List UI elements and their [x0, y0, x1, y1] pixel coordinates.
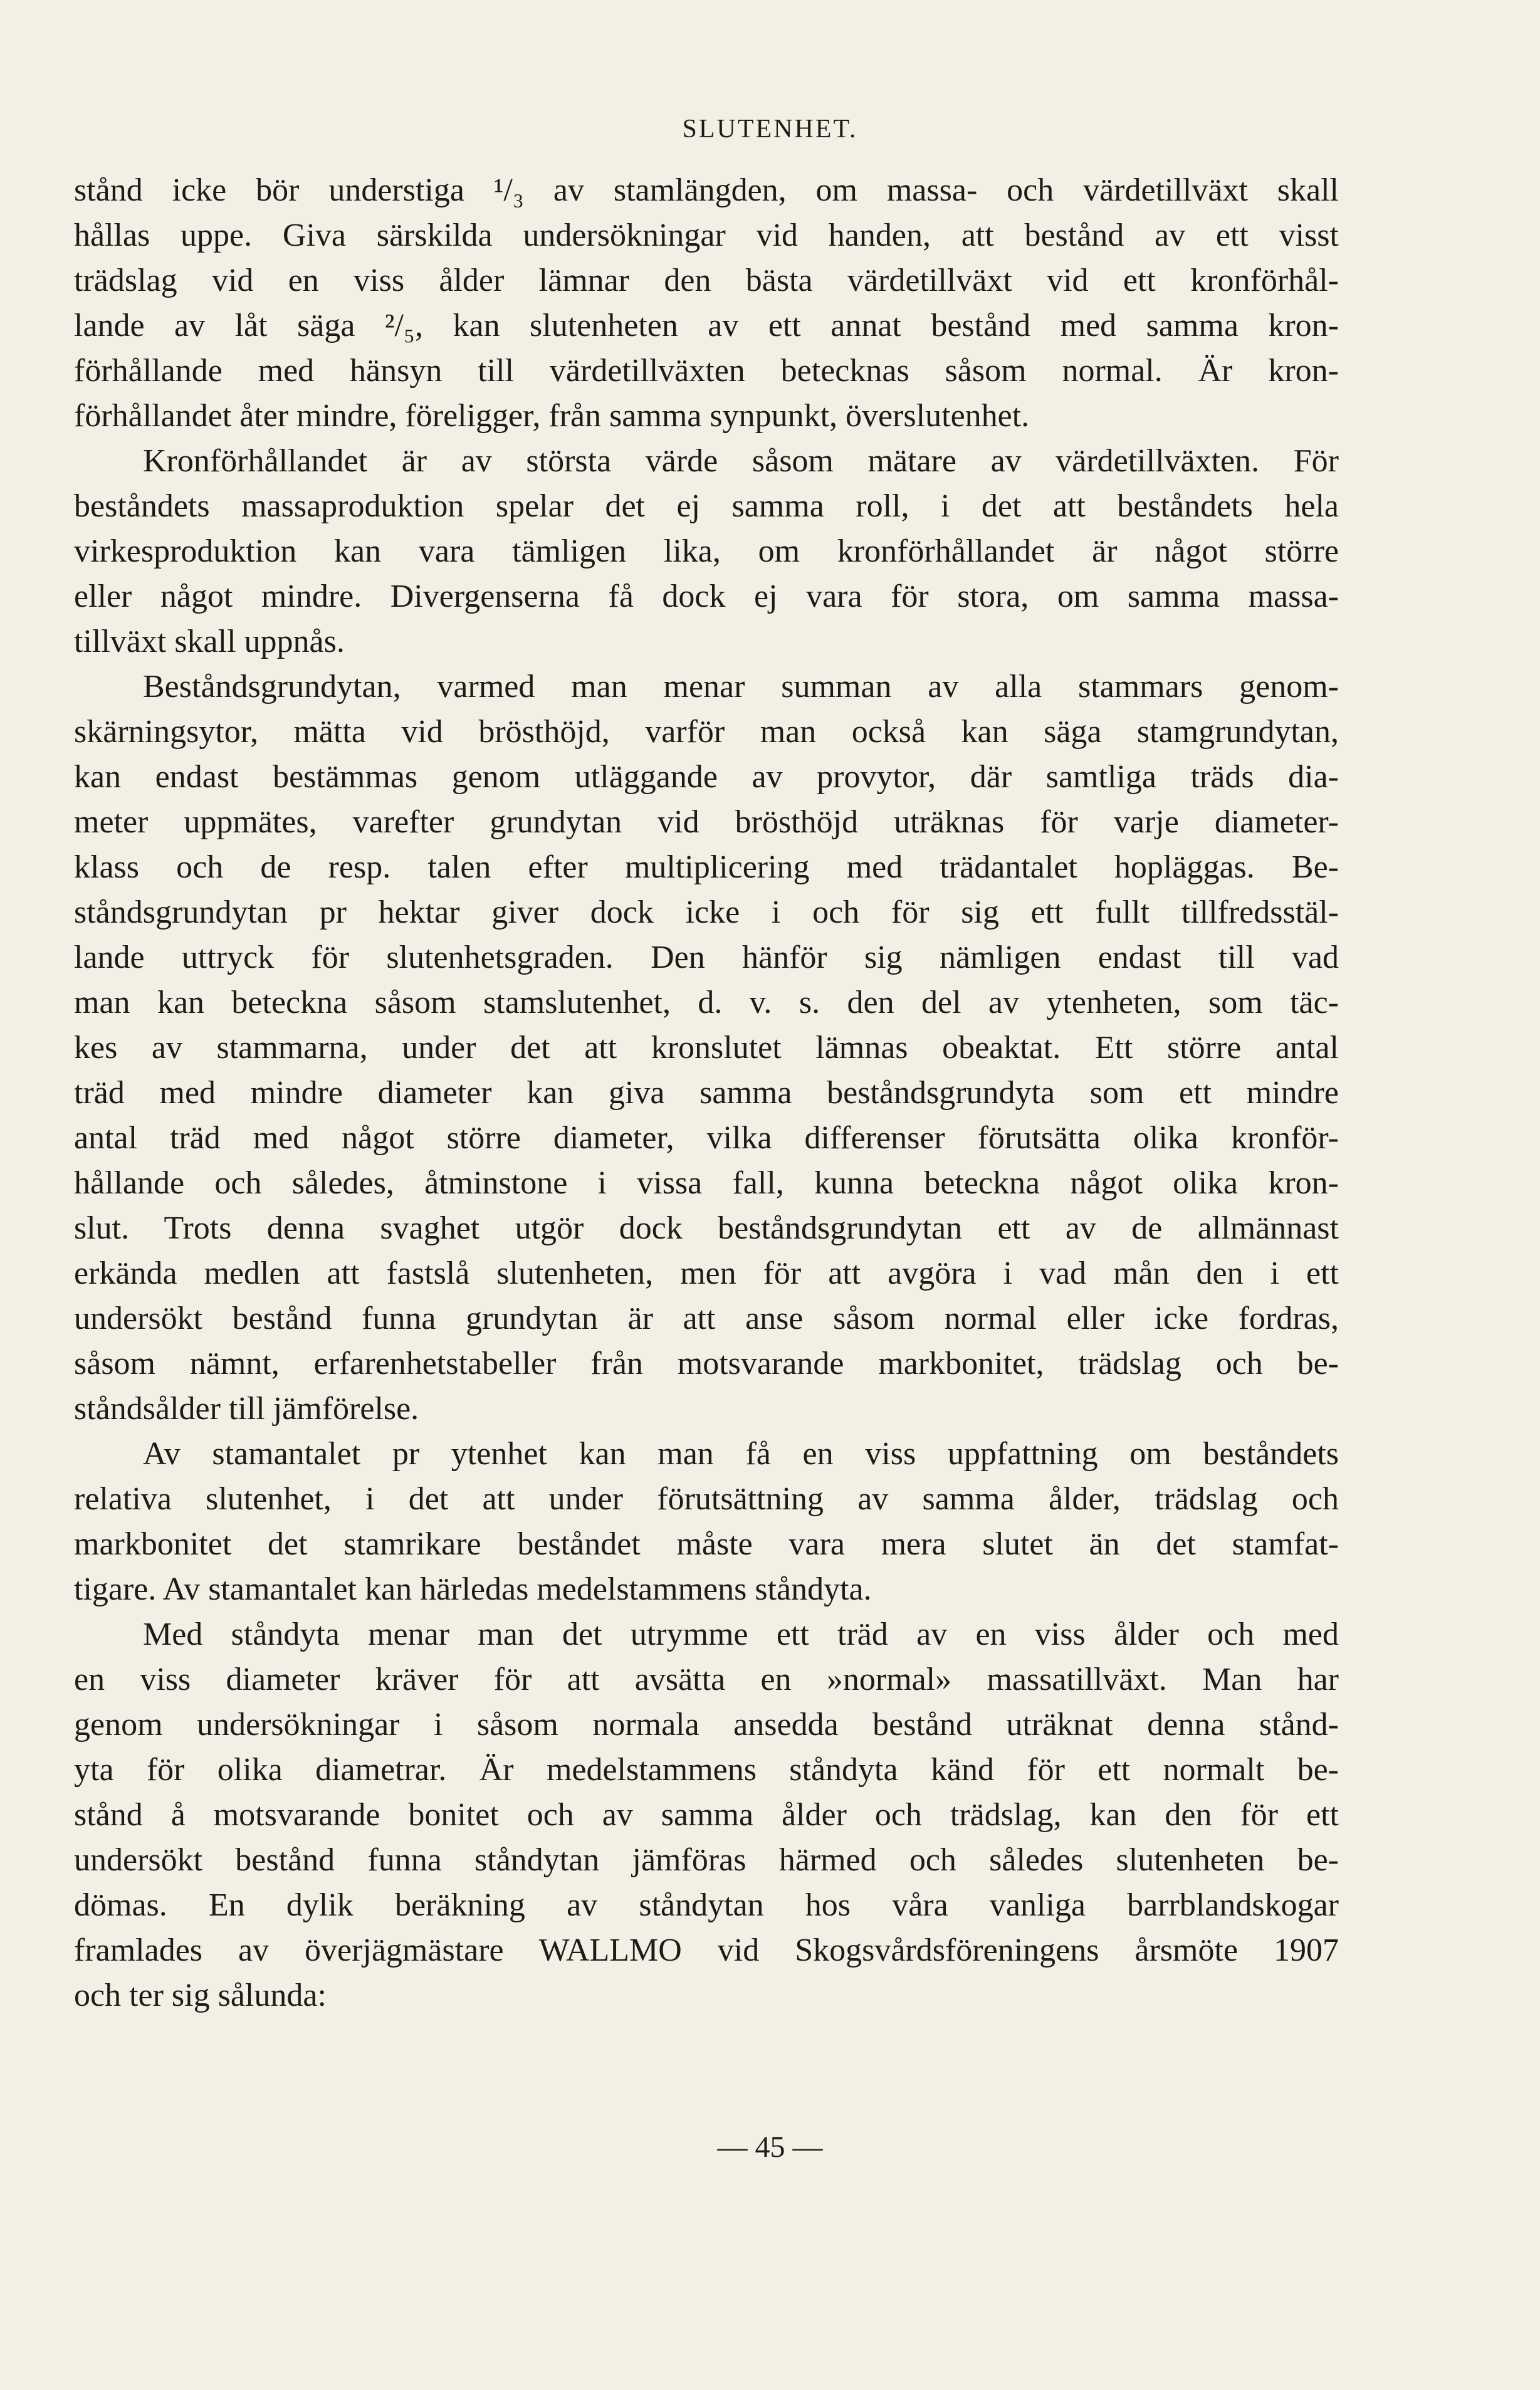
text-line: och ter sig sålunda: [74, 1978, 327, 2013]
paragraph-start-line: Med ståndyta menar man det utrymme ett träd av en viss ålder och med [143, 1617, 1339, 1652]
paragraph-start-line: Beståndsgrundytan, varmed man menar summan av alla stammars genom- [143, 669, 1339, 705]
text-line: tigare. Av stamantalet kan härledas medelstammens ståndyta. [74, 1571, 872, 1607]
text-line: slut. Trots denna svaghet utgör dock beståndsgrundytan ett av de allmännast [74, 1210, 1339, 1246]
text-line: lande uttryck för slutenhetsgraden. Den hänför sig nämligen endast till vad [74, 940, 1339, 975]
body-text [74, 168, 1339, 2018]
text-line: yta för olika diametrar. Är medelstammens ståndyta känd för ett normalt be- [74, 1752, 1339, 1788]
paragraph-start-line: Av stamantalet pr ytenhet kan man få en viss uppfattning om beståndets [143, 1436, 1339, 1472]
text-line: såsom nämnt, erfarenhetstabeller från motsvarande markbonitet, trädslag och be- [74, 1346, 1339, 1381]
text-line: träd med mindre diameter kan giva samma beståndsgrundyta som ett mindre [74, 1075, 1339, 1111]
text-line: tillväxt skall uppnås. [74, 624, 345, 659]
text-line: skärningsytor, mätta vid brösthöjd, varför man också kan säga stamgrundytan, [74, 714, 1339, 750]
text-line: framlades av överjägmästare WALLMO vid Skogsvårdsföreningens årsmöte 1907 [74, 1932, 1339, 1968]
text-line: man kan beteckna såsom stamslutenhet, d. v. s. den del av ytenheten, som täc- [74, 985, 1339, 1020]
text-line: kes av stammarna, under det att kronslutet lämnas obeaktat. Ett större antal [74, 1030, 1339, 1066]
text-line: antal träd med något större diameter, vilka differenser förutsätta olika kronför- [74, 1120, 1339, 1156]
text-line: ståndsgrundytan pr hektar giver dock icke i och för sig ett fullt tillfredsstäl- [74, 894, 1339, 930]
text-line: trädslag vid en viss ålder lämnar den bästa värdetillväxt vid ett kronförhål- [74, 263, 1339, 298]
text-line: meter uppmätes, varefter grundytan vid brösthöjd uträknas för varje diameter- [74, 804, 1339, 840]
paragraph-start-line: Kronförhållandet är av största värde såsom mätare av värdetillväxten. För [143, 443, 1339, 479]
text-line: eller något mindre. Divergenserna få dock ej vara för stora, om samma massa- [74, 579, 1339, 614]
text-line: dömas. En dylik beräkning av ståndytan hos våra vanliga barrblandskogar [74, 1887, 1339, 1923]
text-line: stånd å motsvarande bonitet och av samma ålder och trädslag, kan den för ett [74, 1797, 1339, 1833]
text-line: markbonitet det stamrikare beståndet måste vara mera slutet än det stamfat- [74, 1526, 1339, 1562]
text-line: en viss diameter kräver för att avsätta en »normal» massatillväxt. Man har [74, 1662, 1339, 1697]
text-line: hållas uppe. Giva särskilda undersökningar vid handen, att bestånd av ett visst [74, 218, 1339, 253]
text-line: hållande och således, åtminstone i vissa fall, kunna beteckna något olika kron- [74, 1165, 1339, 1201]
text-line: ståndsålder till jämförelse. [74, 1391, 419, 1427]
text-line: genom undersökningar i såsom normala ansedda bestånd uträknat denna stånd- [74, 1707, 1339, 1743]
text-line: kan endast bestämmas genom utläggande av provytor, där samtliga träds dia- [74, 759, 1339, 795]
text-line: förhållande med hänsyn till värdetillväxten betecknas såsom normal. Är kron- [74, 353, 1339, 389]
running-head: SLUTENHET. [682, 115, 858, 144]
text-line: klass och de resp. talen efter multiplicering med trädantalet hopläggas. Be- [74, 849, 1339, 885]
text-line: undersökt bestånd funna grundytan är att anse såsom normal eller icke fordras, [74, 1301, 1339, 1336]
text-line: beståndets massaproduktion spelar det ej samma roll, i det att beståndets hela [74, 488, 1339, 524]
text-line: stånd icke bör understiga ¹/₃ av stamlängden, om massa- och värdetillväxt skall [74, 172, 1339, 208]
text-line: lande av låt säga ²/₅, kan slutenheten av ett annat bestånd med samma kron- [74, 308, 1339, 343]
text-line: undersökt bestånd funna ståndytan jämföras härmed och således slutenheten be- [74, 1842, 1339, 1878]
text-line: förhållandet åter mindre, föreligger, från samma synpunkt, överslutenhet. [74, 398, 1030, 434]
text-line: virkesproduktion kan vara tämligen lika, om kronförhållandet är något större [74, 533, 1339, 569]
text-line: relativa slutenhet, i det att under förutsättning av samma ålder, trädslag och [74, 1481, 1339, 1517]
page-number: — 45 — [717, 2131, 823, 2164]
text-line: erkända medlen att fastslå slutenheten, men för att avgöra i vad mån den i ett [74, 1255, 1339, 1291]
